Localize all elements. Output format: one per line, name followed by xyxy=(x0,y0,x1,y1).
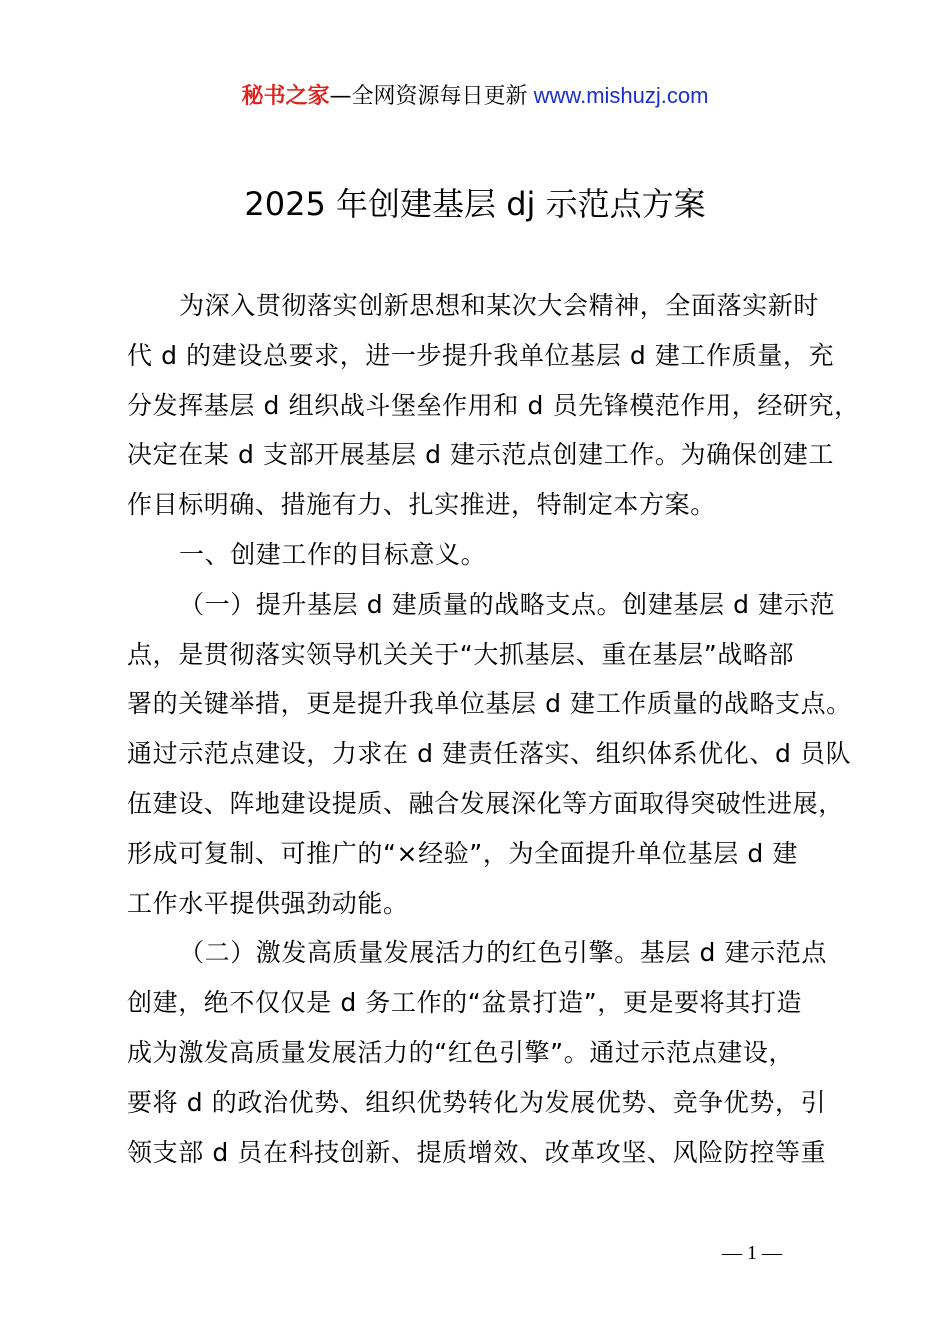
body-text-line: （一）提升基层 d 建质量的战略支点。创建基层 d 建示范 xyxy=(179,589,835,619)
body-text-line: 分发挥基层 d 组织战斗堡垒作用和 d 员先锋模范作用，经研究， xyxy=(127,390,860,420)
header-tagline: —全网资源每日更新 xyxy=(329,84,528,109)
body-text-line: 署的关键举措，更是提升我单位基层 d 建工作质量的战略支点。 xyxy=(127,689,852,719)
body-text-line: 工作水平提供强劲动能。 xyxy=(127,888,409,918)
body-text-line: 创建，绝不仅仅是 d 务工作的“盆景打造”，更是要将其打造 xyxy=(127,988,803,1018)
body-text-line: 领支部 d 员在科技创新、提质增效、改革攻坚、风险防控等重 xyxy=(127,1137,827,1167)
document-body xyxy=(127,281,860,1177)
body-text-line: 作目标明确、措施有力、扎实推进，特制定本方案。 xyxy=(127,490,716,520)
body-text-line: （二）激发高质量发展活力的红色引擎。基层 d 建示范点 xyxy=(179,938,827,968)
page-number: — 1 — xyxy=(722,1242,782,1264)
body-text-line: 决定在某 d 支部开展基层 d 建示范点创建工作。为确保创建工 xyxy=(127,440,835,470)
brand-name: 秘书之家 xyxy=(241,84,330,109)
site-header xyxy=(0,80,950,113)
body-text-line: 一、创建工作的目标意义。 xyxy=(179,539,487,569)
body-text-line: 代 d 的建设总要求，进一步提升我单位基层 d 建工作质量，充 xyxy=(127,340,835,370)
body-text-line: 要将 d 的政治优势、组织优势转化为发展优势、竞争优势，引 xyxy=(127,1087,827,1117)
body-text-line: 伍建设、阵地建设提质、融合发展深化等方面取得突破性进展， xyxy=(127,788,844,818)
body-text-line: 通过示范点建设，力求在 d 建责任落实、组织体系优化、d 员队 xyxy=(127,739,852,769)
body-text-line: 为深入贯彻落实创新思想和某次大会精神，全面落实新时 xyxy=(179,291,820,320)
site-url-link[interactable]: www.mishuzj.com xyxy=(527,83,709,108)
body-text-line: 成为激发高质量发展活力的“红色引擎”。通过示范点建设， xyxy=(127,1037,795,1067)
body-text-line: 点，是贯彻落实领导机关关于“大抓基层、重在基层”战略部 xyxy=(127,639,795,669)
body-text-line: 形成可复制、可推广的“×经验”，为全面提升单位基层 d 建 xyxy=(127,838,799,868)
document-title: 2025 年创建基层 dj 示范点方案 xyxy=(244,185,706,223)
